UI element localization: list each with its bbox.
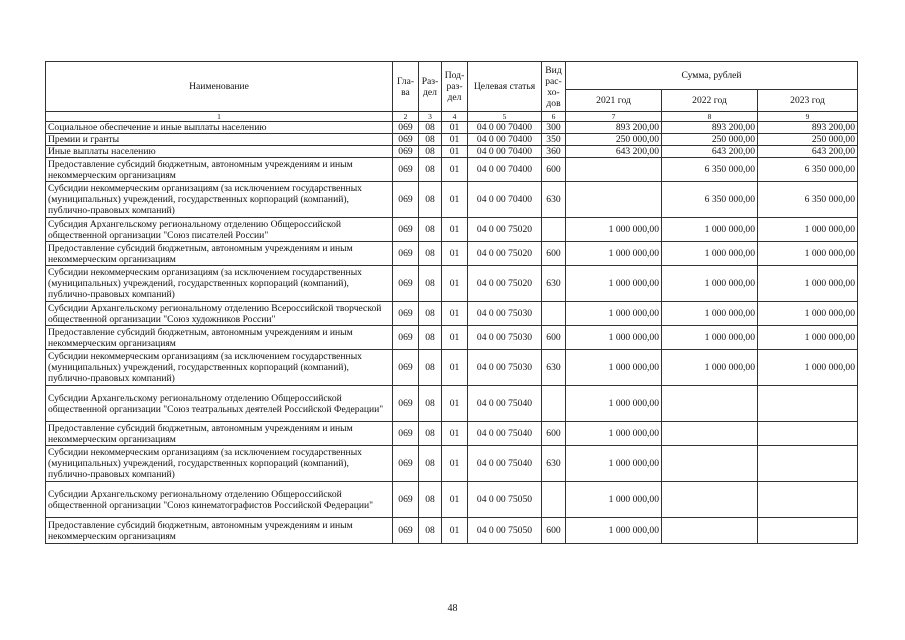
row-glava: 069 — [393, 134, 419, 146]
column-number: 9 — [758, 112, 858, 122]
column-number: 4 — [442, 112, 468, 122]
row-target: 04 0 00 75040 — [468, 386, 542, 422]
row-target: 04 0 00 75030 — [468, 350, 542, 386]
row-vid: 600 — [542, 242, 566, 266]
row-target: 04 0 00 75050 — [468, 518, 542, 544]
row-razdel: 08 — [419, 122, 442, 134]
row-podrazdel: 01 — [442, 518, 468, 544]
row-sum-2021: 1 000 000,00 — [566, 266, 662, 302]
table-row — [46, 482, 858, 518]
row-target: 04 0 00 75020 — [468, 242, 542, 266]
row-target: 04 0 00 70400 — [468, 158, 542, 182]
row-vid: 600 — [542, 158, 566, 182]
row-target: 04 0 00 70400 — [468, 122, 542, 134]
table-header — [46, 62, 858, 122]
column-number: 5 — [468, 112, 542, 122]
row-glava: 069 — [393, 386, 419, 422]
row-podrazdel: 01 — [442, 122, 468, 134]
row-name: Премии и гранты — [46, 134, 393, 146]
table-row — [46, 386, 858, 422]
row-sum-2021: 1 000 000,00 — [566, 242, 662, 266]
row-razdel: 08 — [419, 218, 442, 242]
row-razdel: 08 — [419, 326, 442, 350]
row-sum-2021: 1 000 000,00 — [566, 518, 662, 544]
column-number: 2 — [393, 112, 419, 122]
row-razdel: 08 — [419, 446, 442, 482]
header-sum: Сумма, рублей — [566, 62, 858, 90]
row-sum-2021: 1 000 000,00 — [566, 482, 662, 518]
row-razdel: 08 — [419, 242, 442, 266]
row-sum-2022 — [662, 518, 758, 544]
row-vid: 630 — [542, 182, 566, 218]
row-sum-2023: 893 200,00 — [758, 122, 858, 134]
row-podrazdel: 01 — [442, 182, 468, 218]
row-sum-2022: 250 000,00 — [662, 134, 758, 146]
table-row — [46, 158, 858, 182]
row-razdel: 08 — [419, 482, 442, 518]
row-razdel: 08 — [419, 518, 442, 544]
row-sum-2022: 1 000 000,00 — [662, 242, 758, 266]
row-sum-2022: 1 000 000,00 — [662, 302, 758, 326]
column-number: 1 — [46, 112, 393, 122]
row-glava: 069 — [393, 422, 419, 446]
row-name: Субсидии Архангельскому региональному отделению Общероссийской общественной организации "Союз кинематографистов Российской Федерации" — [46, 482, 393, 518]
row-target: 04 0 00 70400 — [468, 182, 542, 218]
row-name: Социальное обеспечение и иные выплаты населению — [46, 122, 393, 134]
row-name: Предоставление субсидий бюджетным, автономным учреждениям и иным некоммерческим организациям — [46, 518, 393, 544]
row-glava: 069 — [393, 122, 419, 134]
budget-table — [45, 61, 858, 544]
row-glava: 069 — [393, 350, 419, 386]
row-name: Субсидии некоммерческим организациям (за исключением государственных (муниципальных) учреждений, государственных корпораций (компаний), публично-правовых компаний) — [46, 266, 393, 302]
row-podrazdel: 01 — [442, 326, 468, 350]
row-glava: 069 — [393, 182, 419, 218]
header-razdel: Раз-дел — [419, 62, 442, 112]
row-sum-2023: 1 000 000,00 — [758, 326, 858, 350]
row-name: Иные выплаты населению — [46, 146, 393, 158]
row-glava: 069 — [393, 146, 419, 158]
row-glava: 069 — [393, 446, 419, 482]
row-sum-2023 — [758, 386, 858, 422]
row-vid: 600 — [542, 326, 566, 350]
row-sum-2022: 893 200,00 — [662, 122, 758, 134]
row-sum-2021 — [566, 158, 662, 182]
table-row — [46, 350, 858, 386]
table-row — [46, 446, 858, 482]
page-number: 48 — [447, 603, 458, 614]
row-vid: 600 — [542, 518, 566, 544]
row-podrazdel: 01 — [442, 134, 468, 146]
header-name: Наименование — [46, 62, 393, 112]
row-sum-2022: 1 000 000,00 — [662, 326, 758, 350]
row-podrazdel: 01 — [442, 218, 468, 242]
row-glava: 069 — [393, 242, 419, 266]
row-sum-2021: 1 000 000,00 — [566, 386, 662, 422]
row-glava: 069 — [393, 266, 419, 302]
table-row — [46, 122, 858, 134]
row-sum-2022 — [662, 422, 758, 446]
row-vid: 630 — [542, 266, 566, 302]
row-vid — [542, 302, 566, 326]
row-sum-2023: 1 000 000,00 — [758, 242, 858, 266]
row-razdel: 08 — [419, 182, 442, 218]
row-glava: 069 — [393, 326, 419, 350]
row-target: 04 0 00 75050 — [468, 482, 542, 518]
row-name: Субсидии Архангельскому региональному отделению Общероссийской общественной организации "Союз театральных деятелей Российской Федерации" — [46, 386, 393, 422]
table-body — [46, 122, 858, 544]
row-vid: 600 — [542, 422, 566, 446]
table-row — [46, 146, 858, 158]
row-sum-2022: 1 000 000,00 — [662, 218, 758, 242]
row-sum-2023 — [758, 446, 858, 482]
table-row — [46, 518, 858, 544]
row-sum-2023: 1 000 000,00 — [758, 350, 858, 386]
row-podrazdel: 01 — [442, 242, 468, 266]
header-2021: 2021 год — [566, 90, 662, 112]
row-sum-2022 — [662, 446, 758, 482]
row-sum-2021: 1 000 000,00 — [566, 446, 662, 482]
table-row — [46, 302, 858, 326]
header-glava: Гла-ва — [393, 62, 419, 112]
row-vid — [542, 482, 566, 518]
row-sum-2021: 1 000 000,00 — [566, 326, 662, 350]
row-podrazdel: 01 — [442, 446, 468, 482]
row-glava: 069 — [393, 518, 419, 544]
row-podrazdel: 01 — [442, 266, 468, 302]
row-razdel: 08 — [419, 266, 442, 302]
row-name: Субсидии Архангельскому региональному отделению Всероссийской творческой общественной организации "Союз художников России" — [46, 302, 393, 326]
row-target: 04 0 00 75020 — [468, 218, 542, 242]
row-sum-2022 — [662, 386, 758, 422]
row-podrazdel: 01 — [442, 146, 468, 158]
row-podrazdel: 01 — [442, 482, 468, 518]
row-sum-2023 — [758, 482, 858, 518]
row-target: 04 0 00 75040 — [468, 422, 542, 446]
row-name: Предоставление субсидий бюджетным, автономным учреждениям и иным некоммерческим организациям — [46, 158, 393, 182]
table-row — [46, 134, 858, 146]
row-target: 04 0 00 75030 — [468, 302, 542, 326]
row-sum-2021: 1 000 000,00 — [566, 218, 662, 242]
column-number: 3 — [419, 112, 442, 122]
header-podrazdel: Под-раз-дел — [442, 62, 468, 112]
row-target: 04 0 00 75040 — [468, 446, 542, 482]
row-sum-2023: 1 000 000,00 — [758, 266, 858, 302]
header-2023: 2023 год — [758, 90, 858, 112]
row-sum-2021 — [566, 182, 662, 218]
row-sum-2021: 1 000 000,00 — [566, 350, 662, 386]
row-glava: 069 — [393, 302, 419, 326]
table-row — [46, 422, 858, 446]
row-vid — [542, 386, 566, 422]
row-vid: 630 — [542, 446, 566, 482]
row-sum-2022 — [662, 482, 758, 518]
row-podrazdel: 01 — [442, 350, 468, 386]
row-name: Субсидии некоммерческим организациям (за исключением государственных (муниципальных) учреждений, государственных корпораций (компаний), публично-правовых компаний) — [46, 446, 393, 482]
row-glava: 069 — [393, 218, 419, 242]
row-vid: 630 — [542, 350, 566, 386]
table-row — [46, 242, 858, 266]
row-sum-2022: 1 000 000,00 — [662, 350, 758, 386]
row-target: 04 0 00 70400 — [468, 134, 542, 146]
row-sum-2021: 1 000 000,00 — [566, 302, 662, 326]
row-sum-2023: 6 350 000,00 — [758, 158, 858, 182]
row-target: 04 0 00 75030 — [468, 326, 542, 350]
row-name: Предоставление субсидий бюджетным, автономным учреждениям и иным некоммерческим организациям — [46, 242, 393, 266]
row-target: 04 0 00 75020 — [468, 266, 542, 302]
row-razdel: 08 — [419, 158, 442, 182]
row-podrazdel: 01 — [442, 302, 468, 326]
row-vid: 300 — [542, 122, 566, 134]
row-sum-2022: 6 350 000,00 — [662, 182, 758, 218]
row-glava: 069 — [393, 158, 419, 182]
row-razdel: 08 — [419, 146, 442, 158]
row-name: Субсидии некоммерческим организациям (за исключением государственных (муниципальных) учреждений, государственных корпораций (компаний), публично-правовых компаний) — [46, 182, 393, 218]
column-number: 7 — [566, 112, 662, 122]
table-row — [46, 266, 858, 302]
row-razdel: 08 — [419, 422, 442, 446]
row-razdel: 08 — [419, 386, 442, 422]
table-row — [46, 326, 858, 350]
row-target: 04 0 00 70400 — [468, 146, 542, 158]
column-number: 8 — [662, 112, 758, 122]
row-podrazdel: 01 — [442, 422, 468, 446]
row-razdel: 08 — [419, 134, 442, 146]
row-podrazdel: 01 — [442, 158, 468, 182]
row-razdel: 08 — [419, 302, 442, 326]
row-vid: 350 — [542, 134, 566, 146]
row-vid — [542, 218, 566, 242]
row-sum-2021: 643 200,00 — [566, 146, 662, 158]
row-name: Субсидии некоммерческим организациям (за исключением государственных (муниципальных) учреждений, государственных корпораций (компаний), публично-правовых компаний) — [46, 350, 393, 386]
row-glava: 069 — [393, 482, 419, 518]
row-sum-2022: 6 350 000,00 — [662, 158, 758, 182]
row-name: Субсидия Архангельскому региональному отделению Общероссийской общественной организации "Союз писателей России" — [46, 218, 393, 242]
column-number: 6 — [542, 112, 566, 122]
row-name: Предоставление субсидий бюджетным, автономным учреждениям и иным некоммерческим организациям — [46, 326, 393, 350]
table-row — [46, 182, 858, 218]
row-sum-2023: 1 000 000,00 — [758, 302, 858, 326]
row-sum-2023: 1 000 000,00 — [758, 218, 858, 242]
row-name: Предоставление субсидий бюджетным, автономным учреждениям и иным некоммерческим организациям — [46, 422, 393, 446]
row-sum-2023 — [758, 518, 858, 544]
row-sum-2023: 643 200,00 — [758, 146, 858, 158]
table-row — [46, 218, 858, 242]
header-target: Целевая статья — [468, 62, 542, 112]
row-sum-2023 — [758, 422, 858, 446]
row-podrazdel: 01 — [442, 386, 468, 422]
header-vid: Вид рас-хо-дов — [542, 62, 566, 112]
row-sum-2021: 893 200,00 — [566, 122, 662, 134]
header-2022: 2022 год — [662, 90, 758, 112]
row-sum-2021: 250 000,00 — [566, 134, 662, 146]
row-sum-2023: 6 350 000,00 — [758, 182, 858, 218]
row-sum-2021: 1 000 000,00 — [566, 422, 662, 446]
row-sum-2023: 250 000,00 — [758, 134, 858, 146]
row-vid: 360 — [542, 146, 566, 158]
row-sum-2022: 643 200,00 — [662, 146, 758, 158]
column-numbers-row — [46, 112, 858, 122]
row-razdel: 08 — [419, 350, 442, 386]
row-sum-2022: 1 000 000,00 — [662, 266, 758, 302]
